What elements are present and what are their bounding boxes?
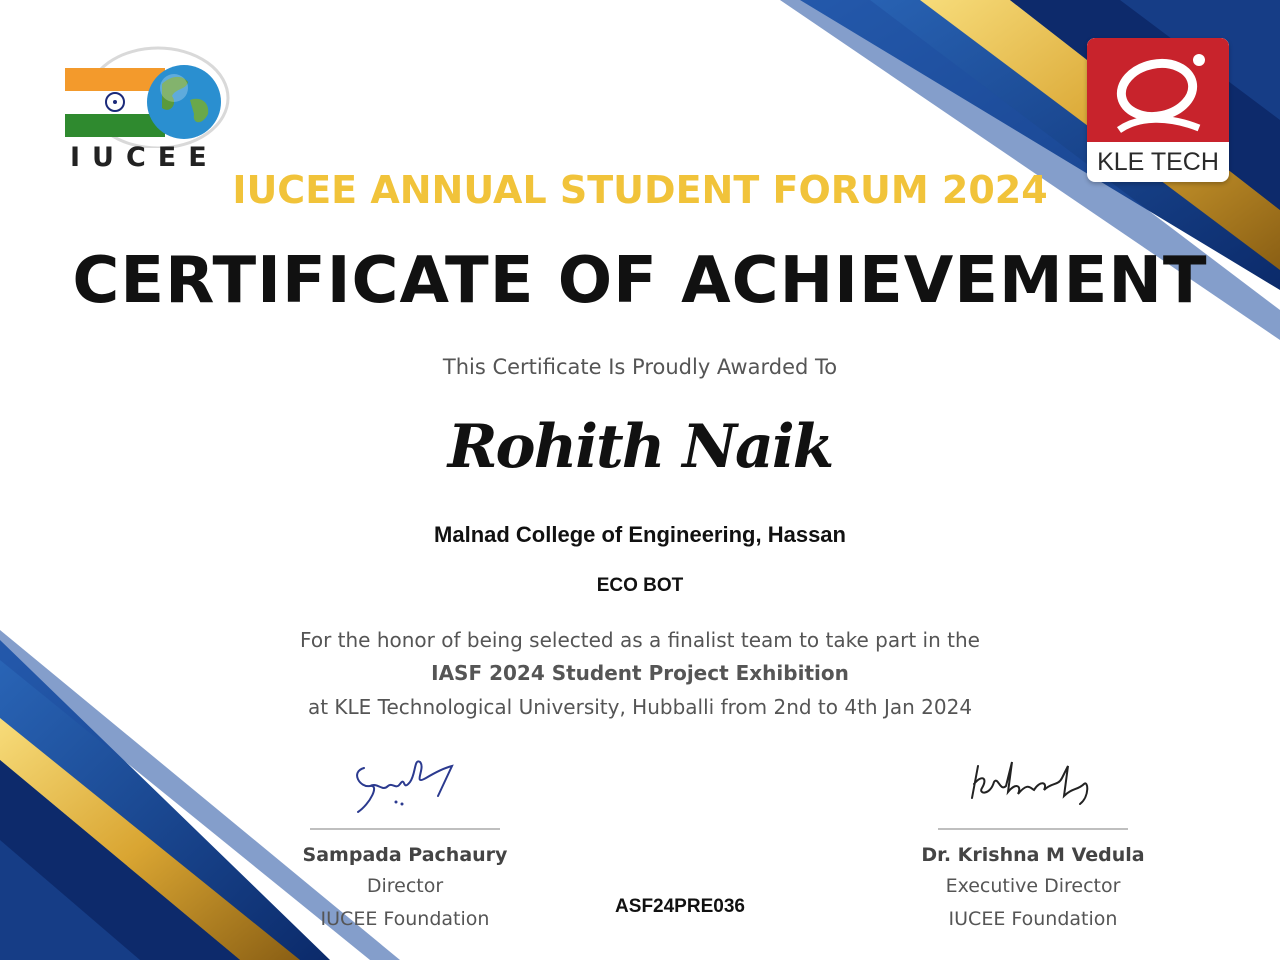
- body-text-line-1: For the honor of being selected as a finalist team to take part in the: [300, 628, 980, 652]
- handwritten-signature-left: [340, 752, 470, 822]
- awarded-line: This Certificate Is Proudly Awarded To: [442, 355, 838, 379]
- recipient-name: Rohith Naik: [447, 412, 833, 482]
- signature-line-left: [310, 828, 500, 830]
- iucee-logo: [58, 38, 238, 188]
- iucee-logo-text: IUCEE: [70, 142, 219, 173]
- college-name: Malnad College of Engineering, Hassan: [434, 522, 846, 547]
- signatory-name-left: Sampada Pachaury: [302, 844, 508, 866]
- project-name: ECO BOT: [596, 575, 684, 596]
- india-flag-globe-icon: [58, 38, 238, 148]
- signature-block-right: [913, 752, 1153, 936]
- signatory-role-left: Director: [366, 875, 444, 897]
- signature-line-right: [938, 828, 1128, 830]
- body-text-line-3: at KLE Technological University, Hubballi from 2nd to 4th Jan 2024: [307, 695, 973, 719]
- kle-logo-text: KLE TECH: [1097, 148, 1219, 176]
- signatory-org-left: IUCEE Foundation: [320, 908, 490, 930]
- body-text-line-2: IASF 2024 Student Project Exhibition: [431, 661, 849, 685]
- handwritten-signature-right: [958, 752, 1108, 822]
- signature-block-left: [285, 752, 525, 936]
- signatory-name-right: Dr. Krishna M Vedula: [921, 844, 1145, 866]
- kle-tech-emblem-icon: [1099, 46, 1217, 140]
- signatory-role-right: Executive Director: [945, 875, 1121, 897]
- kle-tech-logo: [1087, 38, 1229, 182]
- certificate-id: ASF24PRE036: [615, 896, 745, 917]
- certificate-title: CERTIFICATE OF ACHIEVEMENT: [72, 244, 1208, 318]
- forum-title: IUCEE ANNUAL STUDENT FORUM 2024: [232, 168, 1048, 212]
- signatory-org-right: IUCEE Foundation: [948, 908, 1118, 930]
